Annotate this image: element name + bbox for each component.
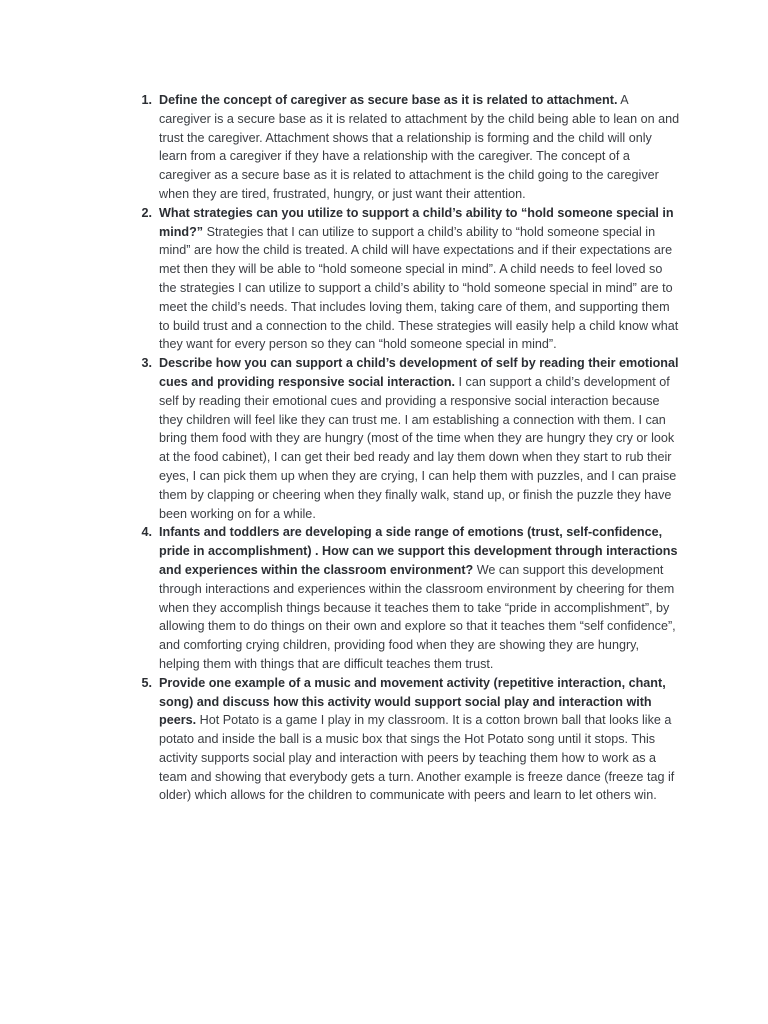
question-text: Describe how you can support a child’s development of self by reading their emotional cues and providing responsive social interaction. <box>159 356 679 389</box>
list-item <box>141 674 681 806</box>
answer-text: Strategies that I can utilize to support a child’s ability to “hold someone special in mind” are how the child is treated. A child will have expectations and if their expectations are met then they will be able to “hold someone special in mind”. A child needs to feel loved so the strategies I can utilize to support a child’s ability to “hold someone special in mind” are to meet the child’s needs. That includes loving them, taking care of them, and supporting them to build trust and a connection to the child. These strategies will easily help a child know what they want for every person so they can “hold someone special in mind”. <box>159 224 679 352</box>
answer-text: I can support a child’s development of self by reading their emotional cues and providing a responsive social interaction because they children will feel like they can trust me. I am establishing a connection with them. I can bring them food with they are hungry (most of the time when they are hungry they cry or look at the food cabinet), I can get their bed ready and lay them down when they start to rub their eyes, I can pick them up when they are crying, I can help them with puzzles, and I can praise them by clapping or cheering when they finally walk, stand up, or finish the puzzle they have been working on for a while. <box>159 374 677 521</box>
question-text: Infants and toddlers are developing a side range of emotions (trust, self-confidence, pride in accomplishment) . How can we support this development through interactions and experiences within the classroom environment? <box>159 525 678 577</box>
item-number: 2. <box>141 205 152 220</box>
item-number: 1. <box>141 93 152 107</box>
answer-text: We can support this development through interactions and experiences within the classroom environment by cheering for them when they accomplish things because it teaches them to take “pride in accomplishment”, by allowing them to do things on their own and explore so that it teaches them “self confidence”, and comforting crying children, providing food when they are showing they are hungry, helping them with things that are difficult teaches them trust. <box>159 562 676 671</box>
item-number: 4. <box>141 525 152 540</box>
list-item <box>141 354 681 523</box>
question-text: What strategies can you utilize to support a child’s ability to “hold someone special in mind?” <box>159 205 674 239</box>
question-text: Provide one example of a music and movement activity (repetitive interaction, chant, song) and discuss how this activity would support social play and interaction with peers. <box>159 675 666 728</box>
list-item <box>141 523 681 673</box>
item-number: 3. <box>141 356 152 371</box>
answer-text: Hot Potato is a game I play in my classroom. It is a cotton brown ball that looks like a potato and inside the ball is a music box that sings the Hot Potato song until it stops. This activity supports social play and interaction with peers by teaching them how to work as a team and showing that everybody gets a turn. Another example is freeze dance (freeze tag if older) which allows for the children to communicate with peers and learn to let others win. <box>159 713 675 803</box>
question-answer-list <box>141 91 681 805</box>
item-number: 5. <box>141 675 152 690</box>
list-item <box>141 91 681 204</box>
question-text: Define the concept of caregiver as secure base as it is related to attachment. <box>159 93 618 107</box>
list-item <box>141 204 681 354</box>
answer-text: A caregiver is a secure base as it is related to attachment by the child being able to lean on and trust the caregiver. Attachment shows that a relationship is forming and the child will only learn from a caregiver if they have a relationship with the caregiver. The concept of a caregiver as a secure base as it is related to attachment is the child going to the caregiver when they are tired, frustrated, hungry, or just want their attention. <box>159 93 680 201</box>
